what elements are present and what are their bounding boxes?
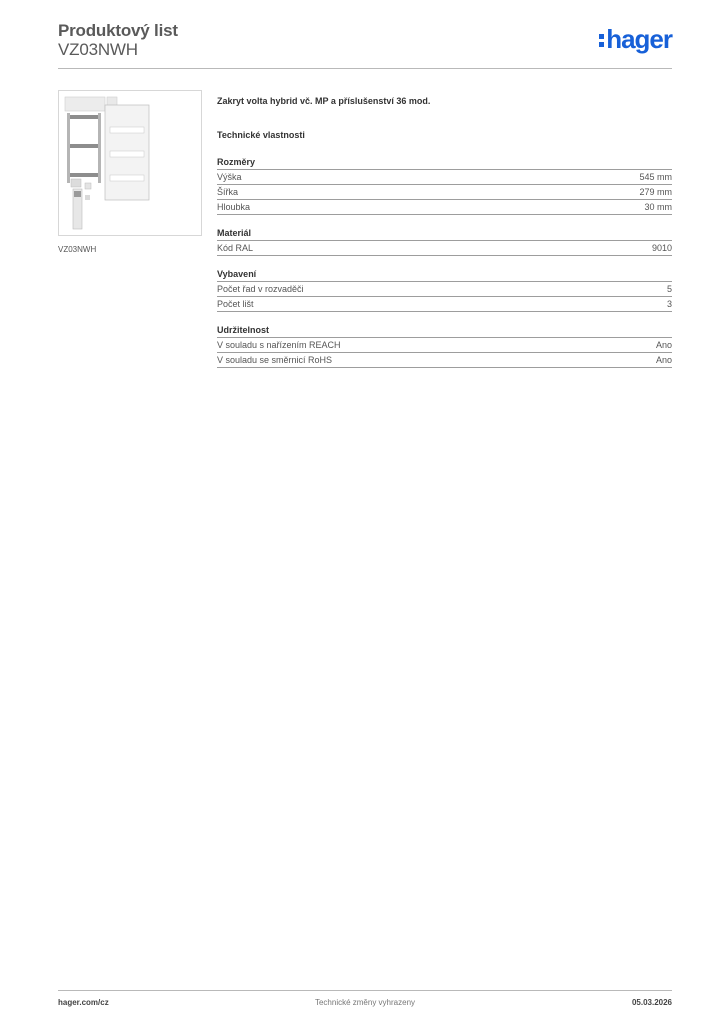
logo-text: hager: [606, 24, 672, 54]
spec-groups: [217, 156, 672, 368]
spec-group-title: Materiál: [217, 227, 672, 241]
spec-row: [217, 241, 672, 256]
spec-group-title: Udržitelnost: [217, 324, 672, 338]
spec-value: 5: [666, 284, 672, 294]
spec-label: V souladu s nařízením REACH: [217, 340, 341, 350]
technical-properties-heading: Technické vlastnosti: [217, 130, 305, 140]
spec-content: [217, 96, 672, 380]
footer-date: 05.03.2026: [631, 998, 672, 1007]
product-image: [58, 90, 202, 236]
spec-value: 30 mm: [644, 202, 672, 212]
spec-group: [217, 324, 672, 368]
spec-label: Šířka: [217, 187, 239, 197]
spec-row: [217, 282, 672, 297]
spec-value: 9010: [651, 243, 672, 253]
spec-value: Ano: [655, 355, 672, 365]
spec-value: 3: [666, 299, 672, 309]
spec-group-title: Rozměry: [217, 156, 672, 170]
spec-row: [217, 200, 672, 215]
spec-label: Hloubka: [217, 202, 251, 212]
spec-group: [217, 227, 672, 256]
header-divider: [58, 68, 672, 69]
spec-label: Výška: [217, 172, 242, 182]
product-description: Zakryt volta hybrid vč. MP a příslušenství 36 mod.: [217, 96, 431, 106]
spec-label: Počet řad v rozvaděči: [217, 284, 304, 294]
spec-label: Kód RAL: [217, 243, 254, 253]
spec-value: 279 mm: [639, 187, 672, 197]
spec-value: 545 mm: [639, 172, 672, 182]
spec-label: V souladu se směrnicí RoHS: [217, 355, 333, 365]
spec-row: [217, 185, 672, 200]
spec-group: [217, 268, 672, 312]
logo-dots-icon: [599, 34, 604, 47]
page-footer: [58, 998, 672, 1010]
hager-logo: [599, 26, 672, 52]
spec-row: [217, 170, 672, 185]
footer-website[interactable]: hager.com/cz: [58, 998, 109, 1007]
spec-group: [217, 156, 672, 215]
spec-row: [217, 297, 672, 312]
footer-notice: Technické změny vyhrazeny: [314, 998, 416, 1007]
spec-label: Počet lišt: [217, 299, 254, 309]
spec-value: Ano: [655, 340, 672, 350]
document-title: Produktový list: [58, 21, 178, 40]
page-header: [58, 20, 672, 70]
image-caption: VZ03NWH: [58, 245, 97, 254]
footer-divider: [58, 990, 672, 991]
spec-group-title: Vybavení: [217, 268, 672, 282]
enclosure-cover-illustration: [59, 91, 201, 235]
spec-row: [217, 353, 672, 368]
spec-row: [217, 338, 672, 353]
product-code: VZ03NWH: [58, 40, 138, 59]
